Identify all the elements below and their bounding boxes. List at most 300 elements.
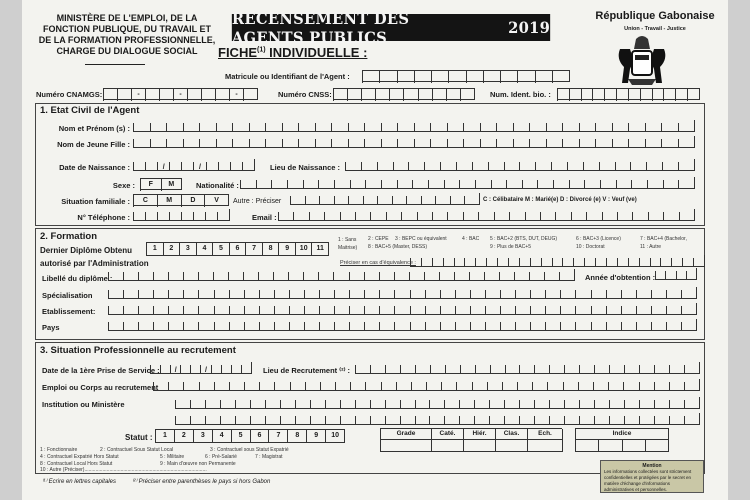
char-box[interactable] (628, 89, 640, 101)
grade-cell[interactable] (381, 440, 432, 452)
char-box[interactable] (654, 400, 669, 409)
char-box[interactable] (274, 290, 289, 299)
char-box[interactable] (485, 306, 500, 315)
char-box[interactable] (534, 416, 549, 425)
char-box[interactable] (250, 400, 265, 409)
char-box[interactable]: 5 (231, 430, 250, 442)
char-box[interactable] (535, 162, 551, 171)
classe-cell[interactable] (496, 440, 528, 452)
char-box[interactable] (681, 306, 696, 315)
char-box[interactable] (513, 123, 530, 132)
char-box[interactable] (228, 272, 243, 281)
char-box[interactable] (639, 416, 654, 425)
char-box[interactable] (243, 89, 257, 101)
char-box[interactable] (153, 306, 168, 315)
char-box[interactable] (290, 382, 305, 391)
indice-cell[interactable] (576, 440, 599, 452)
char-box[interactable] (123, 272, 138, 281)
char-box[interactable] (496, 123, 513, 132)
char-box[interactable] (198, 272, 213, 281)
char-box[interactable] (259, 322, 274, 331)
char-box[interactable] (485, 322, 500, 331)
char-box[interactable] (475, 365, 490, 374)
char-box[interactable] (274, 306, 289, 315)
echelon-cell[interactable] (528, 440, 563, 452)
char-box[interactable] (288, 272, 303, 281)
char-box[interactable] (249, 139, 266, 148)
char-box[interactable] (594, 416, 609, 425)
char-box[interactable] (201, 89, 215, 101)
char-box[interactable] (621, 322, 636, 331)
char-box[interactable] (175, 416, 190, 425)
char-box[interactable] (443, 258, 454, 267)
char-box[interactable] (214, 306, 229, 315)
char-box[interactable] (544, 272, 559, 281)
char-box[interactable] (394, 272, 409, 281)
char-box[interactable] (273, 272, 288, 281)
char-box[interactable] (393, 162, 409, 171)
char-box[interactable] (599, 162, 615, 171)
char-box[interactable] (240, 180, 256, 189)
char-box[interactable] (537, 180, 553, 189)
char-box[interactable] (410, 322, 425, 331)
char-box[interactable] (559, 272, 574, 281)
char-box[interactable] (198, 290, 213, 299)
char-box[interactable] (304, 322, 319, 331)
char-box[interactable] (303, 180, 319, 189)
char-box[interactable] (617, 258, 628, 267)
char-box[interactable] (169, 212, 181, 221)
char-box[interactable] (616, 89, 628, 101)
char-box[interactable] (108, 322, 123, 331)
char-box[interactable] (575, 322, 590, 331)
char-box[interactable] (654, 416, 669, 425)
char-box[interactable]: / (170, 365, 180, 374)
etablissement-input[interactable] (108, 303, 697, 315)
char-box[interactable] (215, 89, 229, 101)
hierarchie-cell[interactable] (464, 440, 496, 452)
char-box[interactable]: 8 (287, 430, 306, 442)
char-box[interactable] (545, 290, 560, 299)
char-box[interactable] (363, 196, 378, 205)
char-box[interactable] (108, 306, 123, 315)
char-box[interactable] (663, 89, 675, 101)
char-box[interactable] (409, 272, 424, 281)
char-box[interactable] (401, 212, 416, 221)
char-box[interactable] (150, 365, 160, 374)
char-box[interactable] (470, 322, 485, 331)
char-box[interactable] (594, 365, 609, 374)
char-box[interactable] (220, 416, 235, 425)
char-box[interactable] (504, 400, 519, 409)
char-box[interactable] (421, 258, 432, 267)
char-box[interactable] (579, 400, 594, 409)
pays-input[interactable] (108, 319, 697, 331)
char-box[interactable] (232, 123, 249, 132)
char-box[interactable] (244, 306, 259, 315)
char-box[interactable] (206, 162, 218, 171)
char-box[interactable] (133, 123, 150, 132)
char-box[interactable] (593, 382, 608, 391)
char-box[interactable] (370, 212, 385, 221)
char-box[interactable] (500, 290, 515, 299)
char-box[interactable] (609, 365, 624, 374)
char-box[interactable] (595, 123, 612, 132)
char-box[interactable] (636, 290, 651, 299)
char-box[interactable] (424, 162, 440, 171)
char-box[interactable] (549, 400, 564, 409)
char-box[interactable] (199, 382, 214, 391)
char-box[interactable] (660, 258, 671, 267)
date-naissance-input[interactable] (133, 159, 255, 171)
char-box[interactable] (515, 322, 530, 331)
char-box[interactable] (552, 258, 563, 267)
char-box[interactable] (579, 139, 596, 148)
char-box[interactable] (459, 400, 474, 409)
char-box[interactable] (573, 258, 584, 267)
char-box[interactable] (241, 365, 251, 374)
char-box[interactable] (265, 123, 282, 132)
char-box[interactable] (604, 89, 616, 101)
char-box[interactable] (546, 139, 563, 148)
char-box[interactable] (514, 272, 529, 281)
char-box[interactable] (310, 416, 325, 425)
char-box[interactable] (193, 212, 205, 221)
char-box[interactable] (335, 382, 350, 391)
char-box[interactable] (244, 382, 259, 391)
indice-cell[interactable] (623, 440, 646, 452)
char-box[interactable] (651, 322, 666, 331)
char-box[interactable] (440, 322, 455, 331)
char-box[interactable] (447, 123, 464, 132)
char-box[interactable] (513, 139, 530, 148)
char-box[interactable] (381, 382, 396, 391)
char-box[interactable] (385, 365, 400, 374)
char-box[interactable] (414, 123, 431, 132)
char-box[interactable] (519, 416, 534, 425)
char-box[interactable] (640, 89, 652, 101)
char-box[interactable] (487, 382, 502, 391)
char-box[interactable] (334, 322, 349, 331)
char-box[interactable] (464, 258, 475, 267)
char-box[interactable] (355, 212, 370, 221)
char-box[interactable] (221, 365, 231, 374)
char-box[interactable] (519, 258, 530, 267)
specialisation-input[interactable] (108, 287, 697, 299)
char-box[interactable] (474, 400, 489, 409)
char-box[interactable] (500, 71, 517, 83)
char-box[interactable] (304, 306, 319, 315)
char-box[interactable] (552, 71, 569, 83)
char-box[interactable] (564, 365, 579, 374)
char-box[interactable] (198, 322, 213, 331)
char-box[interactable] (397, 71, 414, 83)
char-box[interactable] (334, 180, 350, 189)
char-box[interactable] (160, 365, 170, 374)
char-box[interactable] (242, 162, 254, 171)
equivalence-input[interactable] (410, 255, 705, 267)
char-box[interactable] (624, 400, 639, 409)
char-box[interactable] (586, 212, 601, 221)
char-box[interactable]: 7 (268, 430, 287, 442)
char-box[interactable] (229, 382, 244, 391)
char-box[interactable] (403, 89, 417, 101)
char-box[interactable] (280, 416, 295, 425)
char-box[interactable] (460, 365, 475, 374)
char-box[interactable] (639, 365, 654, 374)
char-box[interactable] (345, 162, 361, 171)
char-box[interactable] (265, 139, 282, 148)
char-box[interactable]: 10 (325, 430, 344, 442)
char-box[interactable] (551, 162, 567, 171)
char-box[interactable] (560, 306, 575, 315)
char-box[interactable] (515, 290, 530, 299)
char-box[interactable] (562, 258, 573, 267)
char-box[interactable] (609, 400, 624, 409)
char-box[interactable] (663, 212, 678, 221)
char-box[interactable] (355, 416, 370, 425)
char-box[interactable] (669, 365, 684, 374)
char-box[interactable] (289, 290, 304, 299)
char-box[interactable] (579, 123, 596, 132)
lieu-recrutement-input[interactable] (355, 362, 700, 374)
char-box[interactable] (145, 162, 157, 171)
char-box[interactable] (463, 212, 478, 221)
char-box[interactable] (669, 400, 684, 409)
char-box[interactable] (628, 139, 645, 148)
char-box[interactable] (584, 180, 600, 189)
char-box[interactable] (394, 322, 409, 331)
char-box[interactable] (609, 416, 624, 425)
char-box[interactable] (563, 382, 578, 391)
char-box[interactable] (349, 272, 364, 281)
char-box[interactable] (282, 123, 299, 132)
char-box[interactable] (386, 212, 401, 221)
char-box[interactable]: 4 (212, 430, 231, 442)
char-box[interactable] (440, 162, 456, 171)
char-box[interactable] (349, 290, 364, 299)
char-box[interactable] (530, 290, 545, 299)
char-box[interactable] (684, 365, 699, 374)
char-box[interactable] (519, 365, 534, 374)
char-box[interactable] (678, 139, 695, 148)
char-box[interactable] (666, 306, 681, 315)
char-box[interactable] (681, 322, 696, 331)
char-box[interactable] (684, 416, 699, 425)
char-box[interactable] (324, 212, 339, 221)
char-box[interactable] (480, 139, 497, 148)
char-box[interactable] (486, 258, 497, 267)
char-box[interactable] (150, 123, 167, 132)
char-box[interactable] (459, 180, 475, 189)
char-box[interactable] (529, 139, 546, 148)
char-box[interactable] (612, 123, 629, 132)
char-box[interactable] (298, 123, 315, 132)
char-box[interactable] (575, 306, 590, 315)
char-box[interactable]: 7 (245, 243, 262, 255)
char-box[interactable] (410, 306, 425, 315)
char-box[interactable] (454, 272, 469, 281)
char-box[interactable] (456, 382, 471, 391)
char-box[interactable] (394, 306, 409, 315)
char-box[interactable] (446, 89, 460, 101)
char-box[interactable] (631, 180, 647, 189)
char-box[interactable] (682, 258, 693, 267)
char-box[interactable]: C (133, 195, 157, 207)
char-box[interactable] (305, 382, 320, 391)
char-box[interactable]: - (131, 89, 145, 101)
char-box[interactable] (271, 180, 287, 189)
char-box[interactable] (472, 382, 487, 391)
char-box[interactable] (470, 290, 485, 299)
char-box[interactable] (232, 139, 249, 148)
char-box[interactable] (447, 212, 462, 221)
char-box[interactable] (381, 139, 398, 148)
categorie-cell[interactable] (432, 440, 464, 452)
char-box[interactable]: 1 (155, 430, 174, 442)
char-box[interactable] (655, 271, 665, 280)
char-box[interactable] (347, 89, 361, 101)
char-box[interactable] (350, 180, 366, 189)
char-box[interactable] (365, 180, 381, 189)
char-box[interactable] (214, 382, 229, 391)
char-box[interactable] (108, 290, 123, 299)
char-box[interactable] (229, 290, 244, 299)
char-box[interactable] (180, 365, 190, 374)
char-box[interactable] (259, 306, 274, 315)
char-box[interactable] (455, 306, 470, 315)
char-box[interactable] (274, 322, 289, 331)
char-box[interactable] (654, 382, 669, 391)
char-box[interactable] (379, 290, 394, 299)
char-box[interactable] (500, 306, 515, 315)
date-service-input[interactable] (150, 362, 252, 374)
char-box[interactable] (624, 416, 639, 425)
char-box[interactable] (123, 306, 138, 315)
char-box[interactable] (435, 196, 450, 205)
char-box[interactable] (117, 89, 131, 101)
char-box[interactable] (648, 212, 663, 221)
char-box[interactable] (549, 365, 564, 374)
char-box[interactable] (681, 290, 696, 299)
char-box[interactable] (418, 89, 432, 101)
char-box[interactable] (651, 306, 666, 315)
char-box[interactable] (578, 382, 593, 391)
char-box[interactable] (340, 416, 355, 425)
char-box[interactable] (432, 212, 447, 221)
char-box[interactable] (282, 139, 299, 148)
lieu-naissance-input[interactable] (345, 159, 695, 171)
char-box[interactable] (432, 89, 446, 101)
char-box[interactable] (606, 306, 621, 315)
char-box[interactable] (259, 382, 274, 391)
char-box[interactable] (530, 258, 541, 267)
char-box[interactable] (686, 271, 696, 280)
char-box[interactable] (463, 123, 480, 132)
indice-cell[interactable] (599, 440, 622, 452)
char-box[interactable] (483, 71, 500, 83)
char-box[interactable] (315, 139, 332, 148)
char-box[interactable] (235, 416, 250, 425)
sexe-options[interactable] (140, 178, 182, 190)
char-box[interactable] (235, 400, 250, 409)
char-box[interactable] (289, 322, 304, 331)
char-box[interactable] (444, 180, 460, 189)
char-box[interactable] (522, 180, 538, 189)
char-box[interactable] (430, 123, 447, 132)
char-box[interactable]: / (157, 162, 169, 171)
char-box[interactable] (564, 416, 579, 425)
char-box[interactable] (331, 123, 348, 132)
char-box[interactable] (540, 212, 555, 221)
char-box[interactable] (455, 322, 470, 331)
char-box[interactable] (138, 290, 153, 299)
nationalite-input[interactable] (240, 177, 695, 189)
char-box[interactable] (348, 139, 365, 148)
char-box[interactable]: M (157, 195, 181, 207)
char-box[interactable] (684, 382, 699, 391)
char-box[interactable] (274, 382, 289, 391)
char-box[interactable] (506, 180, 522, 189)
char-box[interactable] (532, 382, 547, 391)
char-box[interactable] (529, 123, 546, 132)
char-box[interactable] (123, 322, 138, 331)
char-box[interactable] (636, 306, 651, 315)
char-box[interactable] (168, 272, 183, 281)
char-box[interactable] (318, 180, 334, 189)
char-box[interactable] (439, 272, 454, 281)
char-box[interactable] (530, 322, 545, 331)
char-box[interactable] (595, 139, 612, 148)
char-box[interactable] (517, 71, 534, 83)
char-box[interactable] (569, 89, 581, 101)
char-box[interactable] (415, 365, 430, 374)
char-box[interactable] (397, 123, 414, 132)
char-box[interactable] (591, 290, 606, 299)
char-box[interactable] (606, 290, 621, 299)
nom-input[interactable] (133, 120, 695, 132)
char-box[interactable] (310, 400, 325, 409)
char-box[interactable] (414, 71, 431, 83)
char-box[interactable] (379, 272, 394, 281)
char-box[interactable] (293, 212, 308, 221)
char-box[interactable] (621, 306, 636, 315)
char-box[interactable] (429, 416, 444, 425)
char-box[interactable] (425, 290, 440, 299)
char-box[interactable] (229, 306, 244, 315)
char-box[interactable] (340, 400, 355, 409)
char-box[interactable] (557, 89, 569, 101)
char-box[interactable] (440, 306, 455, 315)
char-box[interactable] (319, 306, 334, 315)
char-box[interactable]: 9 (278, 243, 295, 255)
char-box[interactable] (220, 400, 235, 409)
char-box[interactable] (555, 212, 570, 221)
diplome-options[interactable] (146, 242, 329, 256)
char-box[interactable] (153, 322, 168, 331)
char-box[interactable] (348, 196, 363, 205)
char-box[interactable] (662, 162, 678, 171)
char-box[interactable] (549, 416, 564, 425)
libelle-input[interactable] (108, 269, 575, 281)
char-box[interactable] (138, 306, 153, 315)
char-box[interactable] (290, 196, 305, 205)
char-box[interactable] (444, 416, 459, 425)
char-box[interactable]: V (204, 195, 228, 207)
char-box[interactable] (584, 258, 595, 267)
char-box[interactable] (628, 258, 639, 267)
char-box[interactable] (591, 322, 606, 331)
